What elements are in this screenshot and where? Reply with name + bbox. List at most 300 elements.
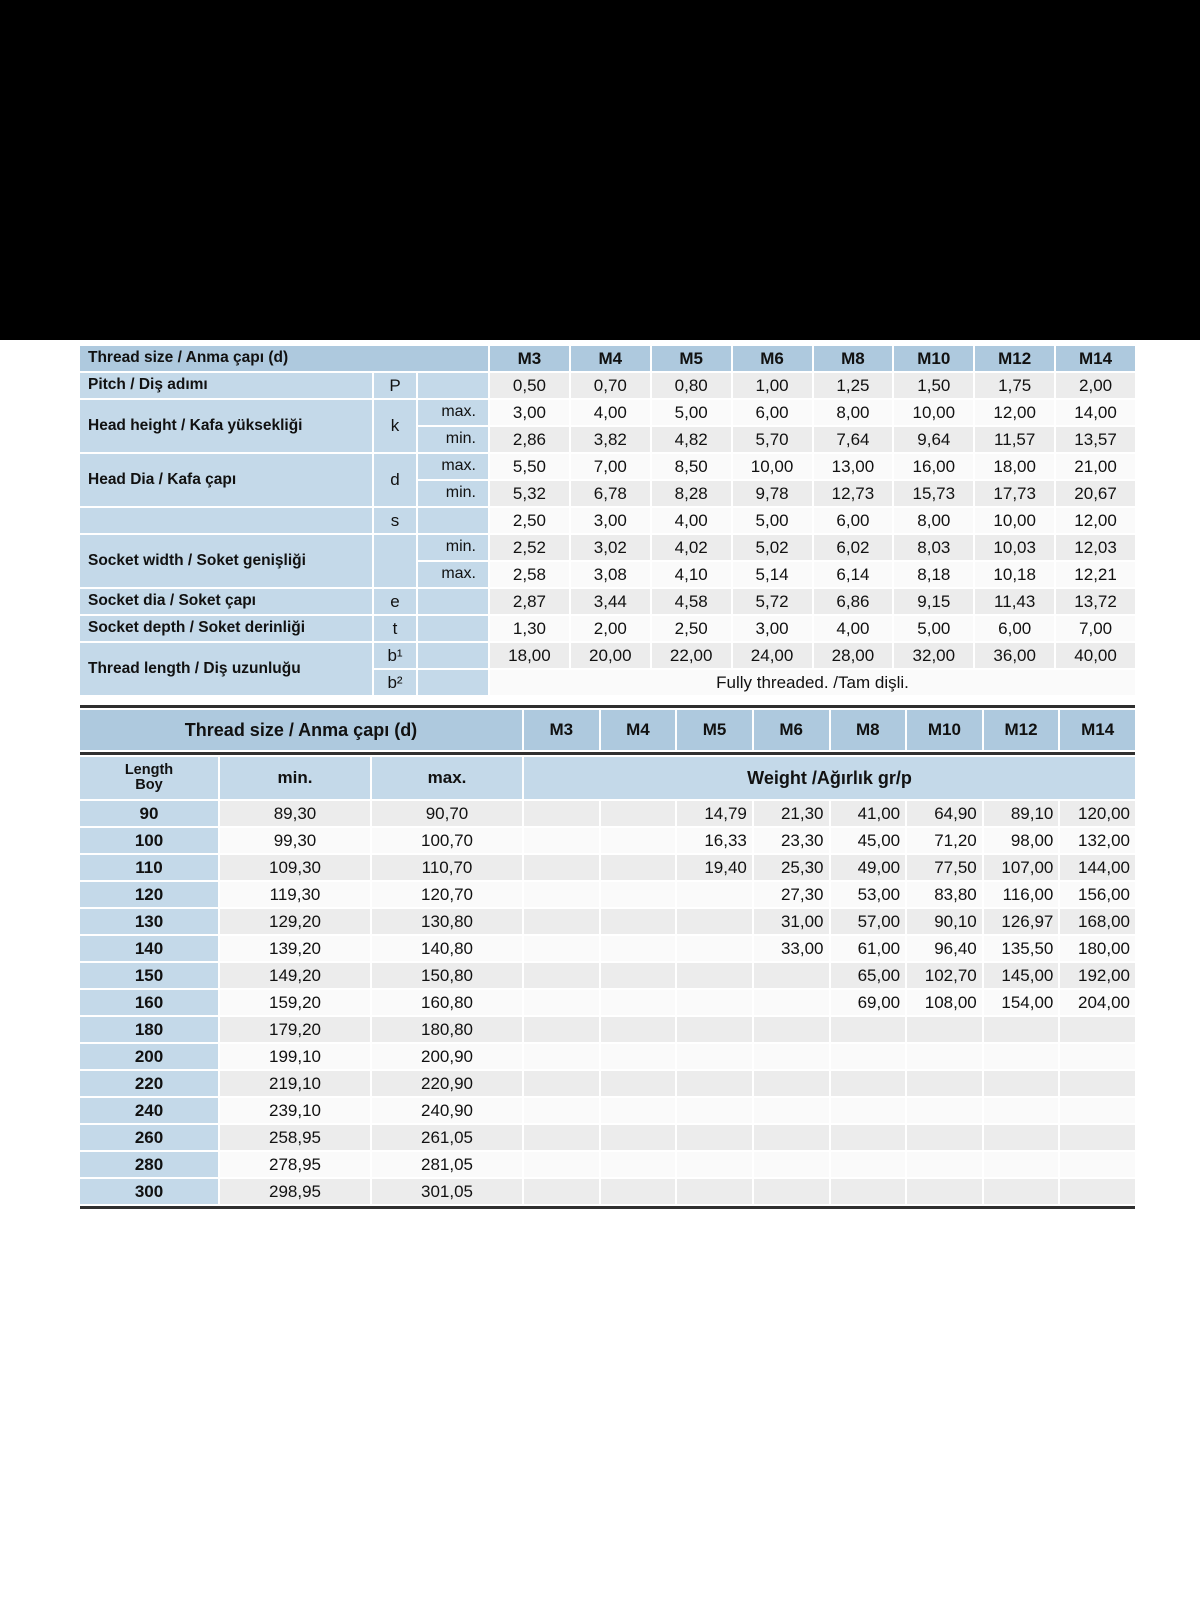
t2-weight-value — [524, 1098, 599, 1123]
t2-weight-value — [524, 1179, 599, 1204]
t1-value: 5,14 — [733, 562, 812, 587]
t2-weight-value — [1060, 1017, 1135, 1042]
t2-weight-value — [677, 1125, 752, 1150]
t2-weight-value: 102,70 — [907, 963, 982, 988]
t2-weight-value: 154,00 — [984, 990, 1059, 1015]
t2-length-value: 90 — [80, 801, 218, 826]
t1-symbol: k — [374, 400, 416, 452]
t2-max-value: 120,70 — [372, 882, 522, 907]
t2-length-value: 280 — [80, 1152, 218, 1177]
t2-weight-value — [1060, 1125, 1135, 1150]
t1-value: 12,00 — [975, 400, 1054, 425]
t2-min-value: 109,30 — [220, 855, 370, 880]
t2-weight-value — [677, 1152, 752, 1177]
t1-subheader — [418, 508, 488, 533]
t1-value: 5,32 — [490, 481, 569, 506]
t1-value: 5,00 — [733, 508, 812, 533]
t1-value: 4,02 — [652, 535, 731, 560]
t2-weight-value — [677, 1044, 752, 1069]
t2-weight-value — [524, 855, 599, 880]
t2-size-header-m6: M6 — [754, 710, 829, 750]
t1-value: 1,25 — [814, 373, 893, 398]
t1-value: 10,18 — [975, 562, 1054, 587]
t2-weight-value — [907, 1017, 982, 1042]
t2-weight-value — [754, 963, 829, 988]
t1-value: 3,00 — [733, 616, 812, 641]
t2-weight-value — [984, 1125, 1059, 1150]
t2-weight-value — [754, 1071, 829, 1096]
t1-subheader: max. — [418, 454, 488, 479]
t1-symbol: b² — [374, 670, 416, 695]
t1-value: 36,00 — [975, 643, 1054, 668]
t1-value: 4,10 — [652, 562, 731, 587]
t1-size-header-m8: M8 — [814, 346, 893, 371]
t2-weight-value: 61,00 — [831, 936, 906, 961]
t2-weight-value — [831, 1044, 906, 1069]
t2-weight-value: 156,00 — [1060, 882, 1135, 907]
t2-weight-value — [754, 1044, 829, 1069]
t2-weight-value — [601, 1125, 676, 1150]
t2-weight-value: 64,90 — [907, 801, 982, 826]
t2-weight-value: 71,20 — [907, 828, 982, 853]
t2-weight-value: 126,97 — [984, 909, 1059, 934]
t2-min-value: 239,10 — [220, 1098, 370, 1123]
t1-subheader: min. — [418, 481, 488, 506]
t2-weight-value — [601, 882, 676, 907]
t2-length-value: 120 — [80, 882, 218, 907]
t2-weight-value: 192,00 — [1060, 963, 1135, 988]
t1-value: 1,00 — [733, 373, 812, 398]
t1-subheader: min. — [418, 427, 488, 452]
t2-weight-value: 108,00 — [907, 990, 982, 1015]
t1-value: 12,03 — [1056, 535, 1135, 560]
t1-value: 12,73 — [814, 481, 893, 506]
t1-value: 6,02 — [814, 535, 893, 560]
t2-weight-value — [524, 990, 599, 1015]
t1-value: 2,00 — [571, 616, 650, 641]
t2-weight-value: 180,00 — [1060, 936, 1135, 961]
t1-value: 2,50 — [652, 616, 731, 641]
t2-weight-value — [601, 990, 676, 1015]
t2-length-header-line: Length — [124, 761, 174, 778]
t1-value: 11,43 — [975, 589, 1054, 614]
t2-weight-value — [1060, 1179, 1135, 1204]
t2-weight-value — [677, 963, 752, 988]
t1-subheader: min. — [418, 535, 488, 560]
t1-row-label: Pitch / Diş adımı — [80, 373, 372, 398]
t2-weight-value: 90,10 — [907, 909, 982, 934]
t2-length-value: 140 — [80, 936, 218, 961]
t1-value: 5,50 — [490, 454, 569, 479]
t1-row-label: Socket depth / Soket derinliği — [80, 616, 372, 641]
t2-weight-value: 107,00 — [984, 855, 1059, 880]
t2-size-header-m12: M12 — [984, 710, 1059, 750]
t1-value: 5,72 — [733, 589, 812, 614]
t1-value: 5,70 — [733, 427, 812, 452]
t2-max-value: 301,05 — [372, 1179, 522, 1204]
t1-size-header-m14: M14 — [1056, 346, 1135, 371]
t2-weight-value — [754, 1017, 829, 1042]
t2-weight-value — [524, 1152, 599, 1177]
t1-value: 21,00 — [1056, 454, 1135, 479]
t1-size-header-m3: M3 — [490, 346, 569, 371]
t1-fully-threaded-note: Fully threaded. /Tam dişli. — [490, 670, 1135, 695]
t1-value: 40,00 — [1056, 643, 1135, 668]
t1-value: 18,00 — [975, 454, 1054, 479]
t1-value: 8,00 — [894, 508, 973, 533]
t2-weight-value: 25,30 — [754, 855, 829, 880]
t1-symbol: d — [374, 454, 416, 506]
t1-symbol: s — [374, 508, 416, 533]
t1-value: 20,67 — [1056, 481, 1135, 506]
t2-min-value: 179,20 — [220, 1017, 370, 1042]
t2-weight-value — [907, 1152, 982, 1177]
t2-weight-value — [524, 963, 599, 988]
t1-value: 3,44 — [571, 589, 650, 614]
t2-weight-value — [754, 1179, 829, 1204]
t2-weight-value — [677, 1098, 752, 1123]
t1-value: 22,00 — [652, 643, 731, 668]
t2-min-value: 258,95 — [220, 1125, 370, 1150]
t1-size-header-m4: M4 — [571, 346, 650, 371]
t1-value: 8,03 — [894, 535, 973, 560]
t1-value: 6,78 — [571, 481, 650, 506]
t2-length-value: 160 — [80, 990, 218, 1015]
t2-length-header-line: Boy — [135, 777, 163, 793]
t2-min-value: 89,30 — [220, 801, 370, 826]
t2-max-value: 90,70 — [372, 801, 522, 826]
t1-subheader — [418, 616, 488, 641]
t1-value: 10,00 — [733, 454, 812, 479]
t1-value: 2,86 — [490, 427, 569, 452]
t2-weight-value — [677, 1017, 752, 1042]
t2-weight-value — [831, 1071, 906, 1096]
t1-value: 2,58 — [490, 562, 569, 587]
t2-weight-value — [524, 909, 599, 934]
t1-value: 2,52 — [490, 535, 569, 560]
t2-top-rule — [80, 705, 1135, 708]
t2-weight-value: 27,30 — [754, 882, 829, 907]
t1-value: 28,00 — [814, 643, 893, 668]
t2-weight-value — [677, 1179, 752, 1204]
t2-weight-value — [984, 1071, 1059, 1096]
t1-value: 2,87 — [490, 589, 569, 614]
t2-min-value: 278,95 — [220, 1152, 370, 1177]
t2-weight-value — [1060, 1044, 1135, 1069]
t2-min-value: 139,20 — [220, 936, 370, 961]
t1-value: 12,00 — [1056, 508, 1135, 533]
t1-subheader: max. — [418, 400, 488, 425]
t1-value: 10,00 — [975, 508, 1054, 533]
t2-weight-value — [601, 936, 676, 961]
t2-weight-value — [601, 1152, 676, 1177]
t2-weight-value — [677, 936, 752, 961]
t2-weight-value — [601, 963, 676, 988]
t1-value: 8,18 — [894, 562, 973, 587]
t1-row-label: Head Dia / Kafa çapı — [80, 454, 372, 506]
t2-min-value: 149,20 — [220, 963, 370, 988]
t1-value: 8,50 — [652, 454, 731, 479]
t2-max-value: 220,90 — [372, 1071, 522, 1096]
t1-value: 13,00 — [814, 454, 893, 479]
t1-value: 0,80 — [652, 373, 731, 398]
t2-weight-value — [601, 801, 676, 826]
t2-weight-value — [754, 1098, 829, 1123]
t2-size-header-m14: M14 — [1060, 710, 1135, 750]
t1-value: 8,28 — [652, 481, 731, 506]
t1-value: 3,08 — [571, 562, 650, 587]
t1-value: 6,14 — [814, 562, 893, 587]
t2-weight-value: 19,40 — [677, 855, 752, 880]
t2-max-value: 160,80 — [372, 990, 522, 1015]
t2-max-value: 110,70 — [372, 855, 522, 880]
t2-weight-value — [601, 1017, 676, 1042]
t2-weight-value: 96,40 — [907, 936, 982, 961]
t2-weight-value: 14,79 — [677, 801, 752, 826]
t1-value: 12,21 — [1056, 562, 1135, 587]
t1-value: 4,82 — [652, 427, 731, 452]
t2-max-value: 200,90 — [372, 1044, 522, 1069]
t1-value: 24,00 — [733, 643, 812, 668]
t2-weight-value: 49,00 — [831, 855, 906, 880]
t2-weight-value — [907, 1179, 982, 1204]
t2-min-value: 99,30 — [220, 828, 370, 853]
t2-weight-value — [907, 1044, 982, 1069]
t1-value: 4,00 — [652, 508, 731, 533]
t2-weight-value: 69,00 — [831, 990, 906, 1015]
t1-value: 6,00 — [733, 400, 812, 425]
t2-weight-value — [984, 1179, 1059, 1204]
t2-weight-value: 144,00 — [1060, 855, 1135, 880]
t2-length-value: 200 — [80, 1044, 218, 1069]
t2-bottom-rule — [80, 1206, 1135, 1209]
t1-value: 7,00 — [1056, 616, 1135, 641]
t2-weight-value — [524, 828, 599, 853]
t1-value: 2,00 — [1056, 373, 1135, 398]
t2-weight-value — [984, 1152, 1059, 1177]
t1-value: 13,72 — [1056, 589, 1135, 614]
t2-weight-value — [831, 1125, 906, 1150]
t1-value: 32,00 — [894, 643, 973, 668]
t2-weight-value — [907, 1071, 982, 1096]
t2-weight-value — [601, 855, 676, 880]
t2-max-value: 150,80 — [372, 963, 522, 988]
t2-weight-value — [677, 909, 752, 934]
t1-size-header-m6: M6 — [733, 346, 812, 371]
t1-row-label: Socket dia / Soket çapı — [80, 589, 372, 614]
t2-weight-value — [1060, 1071, 1135, 1096]
t1-value: 4,00 — [571, 400, 650, 425]
t2-weight-value: 31,00 — [754, 909, 829, 934]
t1-value: 4,00 — [814, 616, 893, 641]
t2-weight-value — [754, 1125, 829, 1150]
t1-value: 18,00 — [490, 643, 569, 668]
t2-max-value: 130,80 — [372, 909, 522, 934]
t2-weight-value: 120,00 — [1060, 801, 1135, 826]
t2-max-header: max. — [372, 757, 522, 799]
t2-min-value: 219,10 — [220, 1071, 370, 1096]
t1-value: 15,73 — [894, 481, 973, 506]
t1-subheader — [418, 589, 488, 614]
t1-value: 16,00 — [894, 454, 973, 479]
t2-length-value: 240 — [80, 1098, 218, 1123]
t2-weight-value: 98,00 — [984, 828, 1059, 853]
t1-value: 14,00 — [1056, 400, 1135, 425]
t2-weight-value: 41,00 — [831, 801, 906, 826]
t2-length-value: 110 — [80, 855, 218, 880]
t2-min-value: 199,10 — [220, 1044, 370, 1069]
t1-value: 9,15 — [894, 589, 973, 614]
t1-value: 13,57 — [1056, 427, 1135, 452]
t2-weight-value — [601, 1179, 676, 1204]
t2-weight-value: 145,00 — [984, 963, 1059, 988]
length-weight-table — [80, 705, 1135, 1209]
t2-min-value: 298,95 — [220, 1179, 370, 1204]
t2-weight-value — [1060, 1098, 1135, 1123]
t2-max-value: 180,80 — [372, 1017, 522, 1042]
t2-length-value: 220 — [80, 1071, 218, 1096]
t1-size-header-m10: M10 — [894, 346, 973, 371]
t1-subheader: max. — [418, 562, 488, 587]
t1-value: 1,75 — [975, 373, 1054, 398]
t1-value: 2,50 — [490, 508, 569, 533]
t2-weight-value — [984, 1044, 1059, 1069]
t1-value: 6,00 — [814, 508, 893, 533]
t2-weight-value — [524, 801, 599, 826]
t2-size-header-m10: M10 — [907, 710, 982, 750]
t1-row-label: Thread length / Diş uzunluğu — [80, 643, 372, 695]
top-black-band — [0, 0, 1200, 340]
t1-symbol — [374, 535, 416, 587]
t2-weight-value — [907, 1125, 982, 1150]
t1-row-label: Head height / Kafa yüksekliği — [80, 400, 372, 452]
t2-weight-value — [524, 882, 599, 907]
t1-value: 11,57 — [975, 427, 1054, 452]
t2-weight-value — [601, 1071, 676, 1096]
t1-symbol: b¹ — [374, 643, 416, 668]
t2-size-header-m4: M4 — [601, 710, 676, 750]
t2-weight-value — [677, 882, 752, 907]
t2-length-value: 300 — [80, 1179, 218, 1204]
t2-weight-value — [907, 1098, 982, 1123]
t1-value: 10,03 — [975, 535, 1054, 560]
t1-value: 17,73 — [975, 481, 1054, 506]
t1-subheader — [418, 373, 488, 398]
t1-value: 0,70 — [571, 373, 650, 398]
t1-value: 3,02 — [571, 535, 650, 560]
t2-weight-value — [754, 1152, 829, 1177]
t2-length-value: 180 — [80, 1017, 218, 1042]
t1-row-label: Socket width / Soket genişliği — [80, 535, 372, 587]
t2-weight-value — [1060, 1152, 1135, 1177]
t2-weight-value — [601, 909, 676, 934]
t1-value: 3,82 — [571, 427, 650, 452]
t1-value: 6,00 — [975, 616, 1054, 641]
dimensions-table — [80, 346, 1135, 695]
t1-value: 6,86 — [814, 589, 893, 614]
t1-subheader — [418, 643, 488, 668]
t2-weight-value: 204,00 — [1060, 990, 1135, 1015]
t2-weight-value — [831, 1017, 906, 1042]
t2-weight-value: 21,30 — [754, 801, 829, 826]
t2-size-header-m5: M5 — [677, 710, 752, 750]
t1-value: 5,00 — [894, 616, 973, 641]
t2-weight-value: 83,80 — [907, 882, 982, 907]
t2-weight-value: 116,00 — [984, 882, 1059, 907]
t2-weight-value — [677, 1071, 752, 1096]
t1-value: 3,00 — [490, 400, 569, 425]
t2-weight-value: 45,00 — [831, 828, 906, 853]
t2-corner-label: Thread size / Anma çapı (d) — [80, 710, 522, 750]
t2-weight-header: Weight /Ağırlık gr/p — [524, 757, 1135, 799]
t2-length-header — [80, 757, 218, 799]
t1-value: 9,64 — [894, 427, 973, 452]
t1-value: 9,78 — [733, 481, 812, 506]
t1-value: 7,00 — [571, 454, 650, 479]
t2-min-value: 159,20 — [220, 990, 370, 1015]
t1-value: 1,30 — [490, 616, 569, 641]
t2-weight-value: 33,00 — [754, 936, 829, 961]
t2-max-value: 281,05 — [372, 1152, 522, 1177]
t2-size-header-m8: M8 — [831, 710, 906, 750]
t2-length-value: 130 — [80, 909, 218, 934]
t2-weight-value: 57,00 — [831, 909, 906, 934]
t1-corner-label: Thread size / Anma çapı (d) — [80, 346, 488, 371]
t2-weight-value: 135,50 — [984, 936, 1059, 961]
t1-row-label — [80, 508, 372, 533]
t2-weight-value — [754, 990, 829, 1015]
t2-min-header: min. — [220, 757, 370, 799]
t1-value: 20,00 — [571, 643, 650, 668]
t2-min-value: 129,20 — [220, 909, 370, 934]
t2-length-value: 100 — [80, 828, 218, 853]
t2-weight-value — [831, 1098, 906, 1123]
t2-weight-value: 77,50 — [907, 855, 982, 880]
t2-length-value: 260 — [80, 1125, 218, 1150]
t2-weight-value: 65,00 — [831, 963, 906, 988]
t1-subheader — [418, 670, 488, 695]
t1-symbol: t — [374, 616, 416, 641]
t2-weight-value — [601, 828, 676, 853]
t2-max-value: 140,80 — [372, 936, 522, 961]
t2-weight-value: 16,33 — [677, 828, 752, 853]
t1-value: 5,00 — [652, 400, 731, 425]
t2-weight-value: 89,10 — [984, 801, 1059, 826]
t2-weight-value — [524, 1071, 599, 1096]
t1-value: 4,58 — [652, 589, 731, 614]
t2-weight-value — [601, 1044, 676, 1069]
t2-weight-value — [524, 1044, 599, 1069]
t1-value: 7,64 — [814, 427, 893, 452]
t2-max-value: 240,90 — [372, 1098, 522, 1123]
t1-value: 5,02 — [733, 535, 812, 560]
t2-size-header-m3: M3 — [524, 710, 599, 750]
catalog-page — [0, 340, 1200, 1209]
t2-min-value: 119,30 — [220, 882, 370, 907]
t1-value: 10,00 — [894, 400, 973, 425]
t2-weight-value — [601, 1098, 676, 1123]
t2-weight-value: 132,00 — [1060, 828, 1135, 853]
t1-value: 8,00 — [814, 400, 893, 425]
t2-weight-value — [984, 1098, 1059, 1123]
t1-value: 0,50 — [490, 373, 569, 398]
t2-weight-value: 168,00 — [1060, 909, 1135, 934]
t2-weight-value — [984, 1017, 1059, 1042]
t2-weight-value — [831, 1152, 906, 1177]
t1-size-header-m5: M5 — [652, 346, 731, 371]
t2-weight-value — [524, 1125, 599, 1150]
t1-symbol: e — [374, 589, 416, 614]
